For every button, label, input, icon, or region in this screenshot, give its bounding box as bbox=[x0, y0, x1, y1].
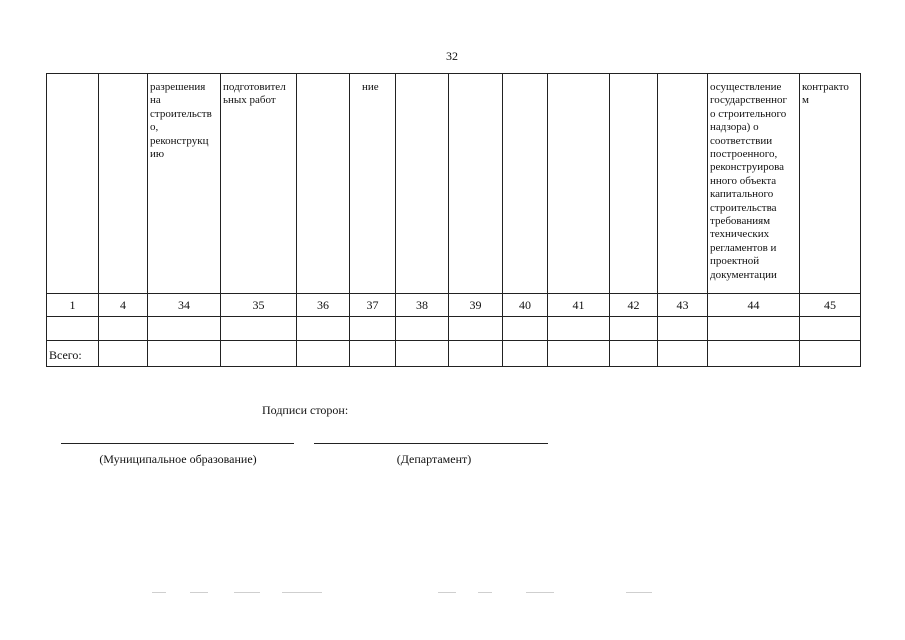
table-cell bbox=[610, 317, 658, 341]
column-number: 39 bbox=[449, 294, 503, 317]
signature-caption-right: (Департамент) bbox=[396, 452, 472, 466]
table-cell bbox=[658, 341, 708, 367]
column-number: 44 bbox=[708, 294, 800, 317]
header-cell bbox=[503, 74, 548, 294]
table-cell bbox=[350, 317, 396, 341]
scan-artifacts bbox=[0, 592, 905, 598]
header-cell bbox=[148, 74, 221, 294]
header-text: осуществление государственног о строительного надзора) о соответствии построенного, реконструирова нного объекта капитального строительства требованиям технических регламентов и проектной документации bbox=[710, 81, 788, 281]
column-number: 40 bbox=[503, 294, 548, 317]
column-number: 4 bbox=[99, 294, 148, 317]
header-cell bbox=[449, 74, 503, 294]
signature-caption-left: (Муниципальное образование) bbox=[99, 452, 257, 466]
table-row bbox=[47, 317, 861, 341]
table-cell bbox=[148, 341, 221, 367]
table-cell bbox=[350, 341, 396, 367]
table-cell bbox=[658, 317, 708, 341]
table-cell bbox=[47, 317, 99, 341]
column-number: 34 bbox=[148, 294, 221, 317]
header-text: ние bbox=[362, 81, 379, 93]
signature-line-left bbox=[61, 443, 294, 444]
table-cell bbox=[297, 317, 350, 341]
header-text: контракто м bbox=[802, 81, 849, 107]
total-row bbox=[47, 341, 861, 367]
column-number: 41 bbox=[548, 294, 610, 317]
header-cell bbox=[297, 74, 350, 294]
header-text bbox=[297, 74, 349, 81]
header-cell bbox=[396, 74, 449, 294]
column-number: 43 bbox=[658, 294, 708, 317]
table-cell bbox=[708, 341, 800, 367]
header-text: разрешения на строительств о, реконструкц ию bbox=[150, 81, 212, 161]
column-number: 1 bbox=[47, 294, 99, 317]
header-cell bbox=[658, 74, 708, 294]
header-text bbox=[47, 74, 98, 81]
header-text bbox=[99, 74, 147, 81]
header-text bbox=[658, 74, 707, 81]
total-label: Всего: bbox=[49, 348, 82, 362]
header-text bbox=[449, 74, 502, 81]
table-cell bbox=[396, 317, 449, 341]
header-cell bbox=[548, 74, 610, 294]
column-number-row bbox=[47, 294, 861, 317]
header-text bbox=[610, 74, 657, 81]
header-text: подготовител ьных работ bbox=[223, 81, 286, 107]
table-cell bbox=[503, 317, 548, 341]
header-cell bbox=[350, 74, 396, 294]
table-cell bbox=[548, 341, 610, 367]
header-cell bbox=[47, 74, 99, 294]
table-cell bbox=[548, 317, 610, 341]
signatures-title: Подписи сторон: bbox=[262, 403, 349, 417]
table-cell bbox=[148, 317, 221, 341]
header-text bbox=[396, 74, 448, 81]
table-cell bbox=[800, 317, 861, 341]
header-cell bbox=[99, 74, 148, 294]
table-cell bbox=[708, 317, 800, 341]
header-text bbox=[503, 74, 547, 81]
table-cell bbox=[800, 341, 861, 367]
table-cell bbox=[449, 341, 503, 367]
header-cell bbox=[221, 74, 297, 294]
page-number: 32 bbox=[446, 49, 458, 63]
table-cell bbox=[297, 341, 350, 367]
header-cell bbox=[610, 74, 658, 294]
table-cell bbox=[99, 341, 148, 367]
header-cell bbox=[708, 74, 800, 294]
header-cell bbox=[800, 74, 861, 294]
table-cell bbox=[99, 317, 148, 341]
column-number: 45 bbox=[800, 294, 861, 317]
table-cell bbox=[221, 317, 297, 341]
column-number: 42 bbox=[610, 294, 658, 317]
signature-line-right bbox=[314, 443, 548, 444]
table-cell bbox=[449, 317, 503, 341]
table-cell bbox=[221, 341, 297, 367]
column-number: 37 bbox=[350, 294, 396, 317]
column-number: 36 bbox=[297, 294, 350, 317]
table-cell bbox=[396, 341, 449, 367]
header-text bbox=[548, 74, 609, 81]
table-cell bbox=[503, 341, 548, 367]
column-number: 35 bbox=[221, 294, 297, 317]
total-label-cell bbox=[47, 341, 99, 367]
report-table bbox=[46, 73, 861, 367]
header-row bbox=[47, 74, 861, 294]
table-cell bbox=[610, 341, 658, 367]
column-number: 38 bbox=[396, 294, 449, 317]
